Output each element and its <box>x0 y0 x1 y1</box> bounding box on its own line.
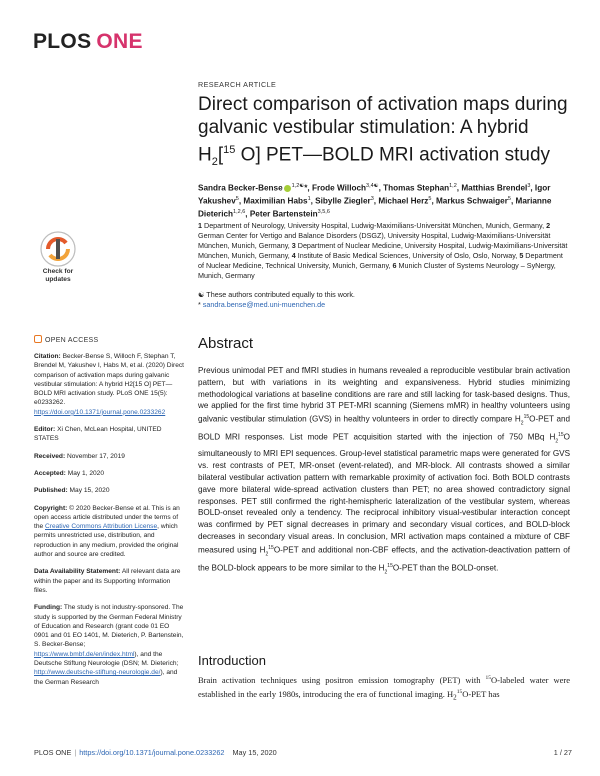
abstract-text: Previous unimodal PET and fMRI studies in humans revealed a reproducible vestibular brain activation pattern, but with variations in its weighting and expansiveness. Hybrid studies minimizing methodological variations at baseline conditions are rare and still lacking for task-based designs. Thus, we applied for the first time hybrid 3T PET-MRI scanning (Siemens mMR) in healthy volunteers using galvanic vestibular stimulation (GVS) in healthy volunteers in order to directly compare $H_2^{15}O$-PET and BOLD MRI responses. List mode PET acquisition started with the injection of 750 MBq $H_2^{15}O$ simultaneously to MRI EPI sequences. Group-level statistical parametric maps were generated for GVS vs. rest contrasts of PET, MR-onset (event-related), and MR-block. All contrasts showed a similar bilateral vestibular activation pattern with remarkable proximity of activation foci. Both BOLD contrasts gave more bilateral wide-spread activation clusters than PET; no area showed contradictory signal responses. PET still confirmed the right-hemispheric lateralization of the vestibular system, whereas BOLD-onset revealed only a tendency. The reciprocal inhibitory visual-vestibular interaction concept was confirmed by PET signal decreases in primary and secondary visual cortices, and BOLD-block decreases in secondary visual areas. In conclusion, MRI activation maps contained a mixture of CBF measured using $H_2^{15}O$-PET and additional non-CBF effects, and the activation-deactivation pattern of the BOLD-block appears to be more similar to the $H_2^{15}O$-PET than the BOLD-onset. <box>198 366 571 576</box>
introduction-heading: Introduction <box>198 653 266 668</box>
article-type: RESEARCH ARTICLE <box>198 80 277 89</box>
open-access-label: OPEN ACCESS <box>34 335 98 344</box>
logo-plos: PLOS <box>33 30 92 53</box>
article-metadata-sidebar <box>34 352 184 695</box>
page-footer: PLOS ONE | https://doi.org/10.1371/journal.pone.0233262 May 15, 2020 1 / 27 <box>34 748 572 757</box>
footer-date: May 15, 2020 <box>232 748 277 757</box>
footer-doi-link[interactable]: https://doi.org/10.1371/journal.pone.0233262 <box>79 748 225 757</box>
corresponding-email: * sandra.bense@med.uni-muenchen.de <box>198 300 326 309</box>
funding: Funding: The study is not industry-sponsored. The study is supported by the German Federal Ministry of Education and Research (grant code 01 EO 0901 and 01 EO 1401, M. Dieterich, P. Bartenstein, S. Becker-Bense; https://www.bmbf.de/en/index.html), and the Deutsche Stiftung Neurologie (DSN; M. Dieterich; http://www.deutsche-stiftung-neurologie.de/), and the German Research <box>34 604 184 686</box>
editor: Editor: Xi Chen, McLean Hospital, UNITED STATES <box>34 426 162 443</box>
author-list: Sandra Becker-Bense $^{1,2☯}$*, Frode Willoch$^{3,4☯}$, Thomas Stephan$^{1,2}$, Matthias Brendel$^3$, Igor Yakushev$^5$, Maximilian Habs$^1$, Sibylle Ziegler$^3$, Michael Herz$^5$, Markus Schwaiger$^5$, Marianne Dieterich$^{1,2,6}$, Peter Bartenstein$^{3,5,6}$ <box>198 183 552 220</box>
lock-icon <box>34 335 42 343</box>
data-availability: Data Availability Statement: All relevant data are within the paper and its Supporting Information files. <box>34 568 181 594</box>
dsn-link[interactable]: http://www.deutsche-stiftung-neurologie.de/ <box>34 669 161 677</box>
check-for-updates-icon[interactable] <box>34 229 82 269</box>
published-date: Published: May 15, 2020 <box>34 487 110 495</box>
bmbf-link[interactable]: https://www.bmbf.de/en/index.html <box>34 650 135 658</box>
article-title <box>198 93 570 174</box>
journal-logo[interactable] <box>33 30 143 54</box>
citation-doi-link[interactable]: https://doi.org/10.1371/journal.pone.0233262 <box>34 408 166 416</box>
accepted-date: Accepted: May 1, 2020 <box>34 469 105 477</box>
received-date: Received: November 17, 2019 <box>34 452 125 460</box>
title-line-1: Direct comparison of activation maps during <box>198 94 568 115</box>
citation: Citation: Becker-Bense S, Willoch F, Stephan T, Brendel M, Yakushev I, Habs M, et al. (2020) Direct comparison of activation maps during galvanic vestibular stimulation: A hybrid H2[15 O] PET—BOLD MRI activation study. PLoS ONE 15(5): e0233262. https://doi.org/10.1371/journal.pone.0233262 <box>34 353 185 416</box>
abstract-heading: Abstract <box>198 335 254 352</box>
license-link[interactable]: Creative Commons Attribution License <box>45 523 158 531</box>
introduction-text: Brain activation techniques using positron emission tomography (PET) with $^{15}$O-labeled water were established in the early 1980s, introducing the era of functional imaging. $H_2^{15}O$-PET has <box>198 674 571 702</box>
logo-one: ONE <box>96 30 143 53</box>
title-line-3: $H_2[^{15}$ O] PET—BOLD MRI activation study <box>198 144 551 169</box>
contribution-notes <box>198 290 570 310</box>
equal-contribution-note: ☯ These authors contributed equally to this work. <box>198 290 355 299</box>
email-link[interactable]: sandra.bense@med.uni-muenchen.de <box>202 300 326 309</box>
affiliations: 1 Department of Neurology, University Hospital, Ludwig-Maximilians-Universität München, Munich, Germany, 2 German Center for Vertigo and Balance Disorders (DSGZ), University Hospital, Ludwig-Maximilians-Universität München, Munich, Germany, 3 Department of Nuclear Medicine, University Hospital, Ludwig-Maximilians-Universität München, Munich, Germany, 4 Institute of Basic Medical Sciences, University of Oslo, Oslo, Norway, 5 Department of Nuclear Medicine, Technical University, Munich, Germany, 6 Munich Cluster of Systems Neurology – SyNergy, Munich, Germany <box>198 221 568 280</box>
check-for-updates-label[interactable]: Check for updates <box>42 268 74 283</box>
title-line-2: galvanic vestibular stimulation: A hybrid <box>198 117 529 138</box>
footer-journal: PLOS ONE <box>34 748 72 757</box>
copyright: Copyright: © 2020 Becker-Bense et al. This is an open access article distributed under the terms of the Creative Commons Attribution License, which permits unrestricted use, distribution, and reproduction in any medium, provided the original author and source are credited. <box>34 504 180 559</box>
page-number: 1 / 27 <box>553 748 572 757</box>
